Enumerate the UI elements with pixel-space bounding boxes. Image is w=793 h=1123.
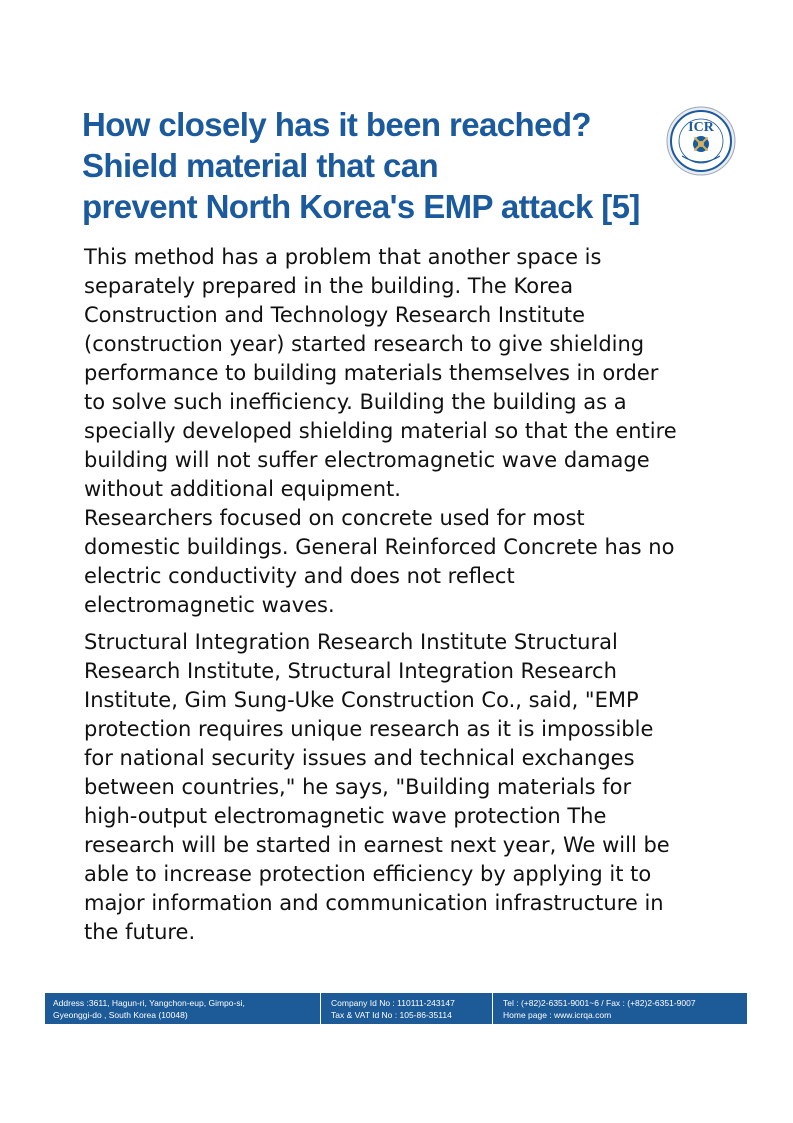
text-line: between countries," he says, "Building materials for [84, 775, 632, 799]
article-body [84, 243, 714, 947]
text-line: Structural Integration Research Institute Structural [84, 630, 618, 654]
logo-text: ICR [688, 120, 714, 135]
text-line: building will not suffer electromagnetic wave damage [84, 448, 650, 472]
text-line: research will be started in earnest next year, We will be [84, 833, 670, 857]
text-line: the future. [84, 920, 196, 944]
text-line: Institute, Gim Sung-Uke Construction Co., said, "EMP [84, 688, 639, 712]
title-line: prevent North Korea's EMP attack [5] [82, 188, 640, 225]
text-line: without additional equipment. [84, 477, 401, 501]
text-line: protection requires unique research as it is impossible [84, 717, 654, 741]
text-line: Research Institute, Structural Integration Research [84, 659, 617, 683]
paragraph-1 [84, 243, 714, 620]
text-line: specially developed shielding material so that the entire [84, 419, 677, 443]
text-line: electromagnetic waves. [84, 593, 335, 617]
text-line: able to increase protection efficiency by applying it to [84, 862, 652, 886]
text-line: domestic buildings. General Reinforced Concrete has no [84, 535, 675, 559]
footer-contact: Tel : (+82)2-6351-9001~6 / Fax : (+82)2-6351-9007 Home page : www.icrqa.com [493, 993, 747, 1024]
paragraph-2 [84, 628, 714, 947]
homepage-link[interactable]: Home page : www.icrqa.com [503, 1010, 612, 1020]
text-line: high-output electromagnetic wave protection The [84, 804, 607, 828]
text-line: (construction year) started research to give shielding [84, 332, 645, 356]
text-line: Researchers focused on concrete used for most [84, 506, 585, 530]
text-line: for national security issues and technical exchanges [84, 746, 635, 770]
footer-address: Address :3611, Hagun-ri, Yangchon-eup, Gimpo-si, Gyeonggi-do , South Korea (10048) [45, 993, 321, 1024]
text-line: This method has a problem that another space is [84, 245, 602, 269]
text-line: to solve such inefficiency. Building the building as a [84, 390, 627, 414]
title-line: Shield material that can [82, 147, 439, 184]
text-line: electric conductivity and does not reflect [84, 564, 515, 588]
page-title [82, 104, 652, 227]
icr-emblem-icon [666, 106, 736, 176]
text-line: separately prepared in the building. The Korea [84, 274, 574, 298]
footer-bar [45, 993, 747, 1024]
footer-company-ids: Company Id No : 110111-243147 Tax & VAT Id No : 105-86-35114 [321, 993, 493, 1024]
text-line: performance to building materials themselves in order [84, 361, 659, 385]
text-line: Construction and Technology Research Institute [84, 303, 586, 327]
title-line: How closely has it been reached? [82, 106, 591, 143]
text-line: major information and communication infrastructure in [84, 891, 664, 915]
